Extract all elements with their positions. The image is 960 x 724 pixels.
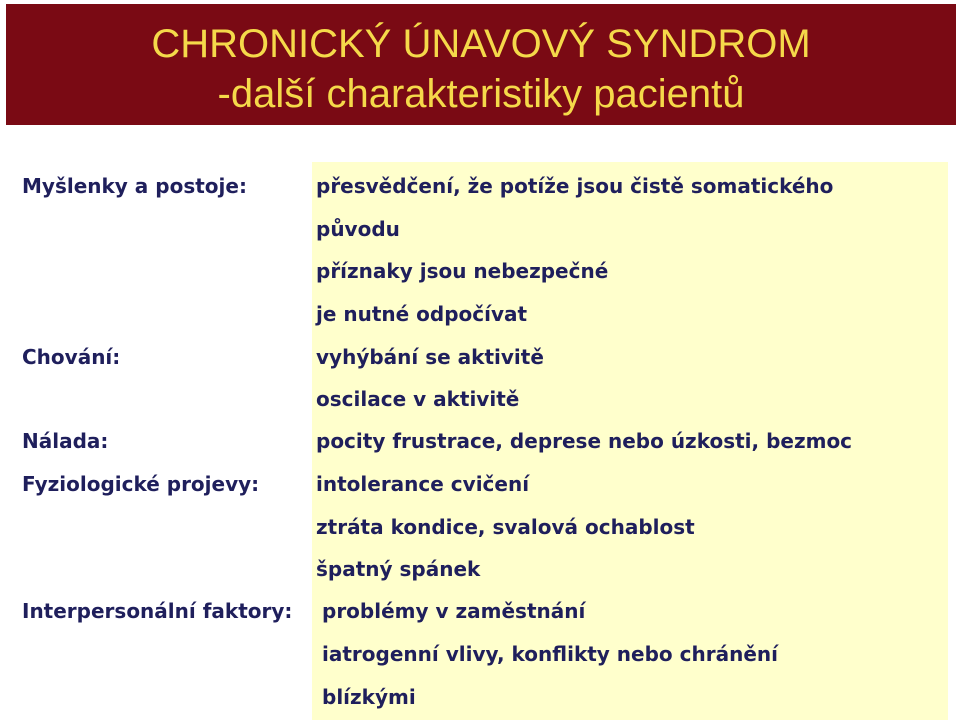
value-line: příznaky jsou nebezpečné [316, 259, 609, 283]
label-behavior: Chování: [22, 345, 121, 369]
label-thoughts: Myšlenky a postoje: [22, 174, 247, 198]
value-line: vyhýbání se aktivitě [316, 345, 544, 369]
value-line: iatrogenní vlivy, konflikty nebo chránění [322, 642, 778, 666]
value-line: oscilace v aktivitě [316, 387, 520, 411]
value-line: je nutné odpočívat [316, 302, 528, 326]
title-line-1: CHRONICKÝ ÚNAVOVÝ SYNDROM [151, 22, 811, 66]
value-line: špatný spánek [316, 557, 481, 581]
value-line: problémy v zaměstnání [322, 599, 586, 623]
label-physiological: Fyziologické projevy: [22, 472, 260, 496]
label-mood: Nálada: [22, 429, 109, 453]
value-line: pocity frustrace, deprese nebo úzkosti, bezmoc [316, 429, 853, 453]
label-interpersonal: Interpersonální faktory: [22, 599, 293, 623]
value-line: přesvědčení, že potíže jsou čistě somatického [316, 174, 834, 198]
value-line: ztráta kondice, svalová ochablost [316, 515, 695, 539]
value-line: intolerance cvičení [316, 472, 530, 496]
title-banner [6, 4, 956, 125]
title-line-2: -další charakteristiky pacientů [217, 72, 745, 116]
value-line: blízkými [322, 685, 416, 709]
value-line: původu [316, 217, 400, 241]
